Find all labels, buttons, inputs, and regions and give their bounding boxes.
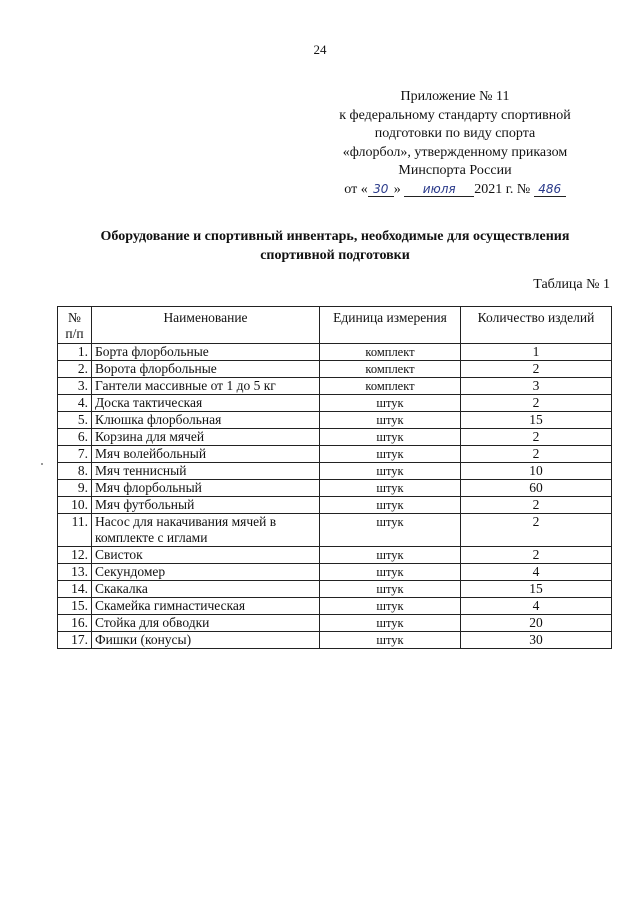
item-quantity: 2 [461, 446, 612, 463]
item-quantity: 4 [461, 598, 612, 615]
table-row [58, 446, 612, 463]
item-name: Ворота флорбольные [92, 361, 320, 378]
table-row [58, 581, 612, 598]
row-number: 13. [58, 564, 92, 581]
title-line: Оборудование и спортивный инвентарь, необходимые для осуществления [100, 229, 570, 244]
date-prefix: от « [344, 181, 368, 197]
handwritten-order-number: 486 [534, 182, 566, 197]
document-title [40, 227, 630, 265]
appendix-date-line [320, 181, 590, 200]
item-name: Мяч волейбольный [92, 446, 320, 463]
header-num-line: п/п [65, 326, 84, 341]
item-quantity: 30 [461, 632, 612, 649]
item-quantity: 4 [461, 564, 612, 581]
row-number: 12. [58, 547, 92, 564]
item-unit: штук [320, 514, 461, 547]
item-unit: комплект [320, 344, 461, 361]
appendix-line: подготовки по виду спорта [374, 126, 536, 141]
row-number: 17. [58, 632, 92, 649]
scan-dot [41, 463, 43, 465]
item-quantity: 1 [461, 344, 612, 361]
item-name: Гантели массивные от 1 до 5 кг [92, 378, 320, 395]
item-quantity: 60 [461, 480, 612, 497]
table-row [58, 361, 612, 378]
item-unit: штук [320, 615, 461, 632]
table-row [58, 564, 612, 581]
item-unit: штук [320, 564, 461, 581]
date-mid: » [393, 181, 401, 197]
item-unit: штук [320, 412, 461, 429]
item-name: Стойка для обводки [92, 615, 320, 632]
item-unit: штук [320, 598, 461, 615]
item-quantity: 2 [461, 395, 612, 412]
item-unit: штук [320, 446, 461, 463]
table-row [58, 632, 612, 649]
appendix-line: «флорбол», утвержденному приказом [342, 144, 568, 160]
table-row [58, 378, 612, 395]
table-row [58, 598, 612, 615]
item-quantity: 2 [461, 429, 612, 446]
item-name: Борта флорбольные [92, 344, 320, 361]
handwritten-day: 30 [368, 182, 394, 197]
item-quantity: 3 [461, 378, 612, 395]
table-row [58, 547, 612, 564]
header-qty: Количество изделий [461, 307, 612, 344]
item-unit: штук [320, 497, 461, 514]
header-num-line: № [68, 310, 81, 325]
row-number: 8. [58, 463, 92, 480]
item-name: Свисток [92, 547, 320, 564]
appendix-line: к федеральному стандарту спортивной [339, 107, 571, 123]
table-row [58, 480, 612, 497]
row-number: 11. [58, 514, 92, 547]
item-name: Клюшка флорбольная [92, 412, 320, 429]
item-name: Фишки (конусы) [92, 632, 320, 649]
item-unit: комплект [320, 378, 461, 395]
item-quantity: 15 [461, 581, 612, 598]
table-row [58, 344, 612, 361]
row-number: 6. [58, 429, 92, 446]
item-name: Скакалка [92, 581, 320, 598]
row-number: 4. [58, 395, 92, 412]
item-name: Мяч футбольный [92, 497, 320, 514]
item-unit: штук [320, 395, 461, 412]
date-year: 2021 г. № [474, 181, 531, 197]
item-quantity: 20 [461, 615, 612, 632]
table-row [58, 429, 612, 446]
item-quantity: 2 [461, 514, 612, 547]
table-row [58, 497, 612, 514]
table-row [58, 412, 612, 429]
item-unit: штук [320, 429, 461, 446]
item-name: Секундомер [92, 564, 320, 581]
table-row [58, 463, 612, 480]
item-quantity: 2 [461, 497, 612, 514]
item-unit: штук [320, 632, 461, 649]
handwritten-month: июля [404, 182, 474, 197]
page-number: 24 [313, 42, 327, 57]
item-unit: штук [320, 581, 461, 598]
item-name: Насос для накачивания мячей в комплекте с иглами [92, 514, 320, 547]
item-unit: комплект [320, 361, 461, 378]
item-unit: штук [320, 547, 461, 564]
row-number: 10. [58, 497, 92, 514]
appendix-line: Приложение № 11 [400, 89, 510, 104]
table-row [58, 615, 612, 632]
row-number: 1. [58, 344, 92, 361]
item-quantity: 2 [461, 547, 612, 564]
item-quantity: 10 [461, 463, 612, 480]
row-number: 15. [58, 598, 92, 615]
item-unit: штук [320, 480, 461, 497]
item-unit: штук [320, 463, 461, 480]
title-line: спортивной подготовки [260, 248, 410, 263]
header-name: Наименование [92, 307, 320, 344]
item-name: Мяч теннисный [92, 463, 320, 480]
appendix-header [320, 88, 590, 199]
item-name: Доска тактическая [92, 395, 320, 412]
row-number: 14. [58, 581, 92, 598]
table-header-row [58, 307, 612, 344]
item-name: Корзина для мячей [92, 429, 320, 446]
item-name: Мяч флорбольный [92, 480, 320, 497]
row-number: 16. [58, 615, 92, 632]
row-number: 2. [58, 361, 92, 378]
table-label: Таблица № 1 [533, 277, 610, 292]
appendix-line: Минспорта России [398, 163, 512, 178]
header-unit: Единица измерения [320, 307, 461, 344]
header-num [58, 307, 92, 344]
item-quantity: 2 [461, 361, 612, 378]
row-number: 5. [58, 412, 92, 429]
item-quantity: 15 [461, 412, 612, 429]
row-number: 7. [58, 446, 92, 463]
table-row [58, 514, 612, 547]
item-name: Скамейка гимнастическая [92, 598, 320, 615]
row-number: 3. [58, 378, 92, 395]
table-row [58, 395, 612, 412]
row-number: 9. [58, 480, 92, 497]
inventory-table [57, 306, 612, 649]
